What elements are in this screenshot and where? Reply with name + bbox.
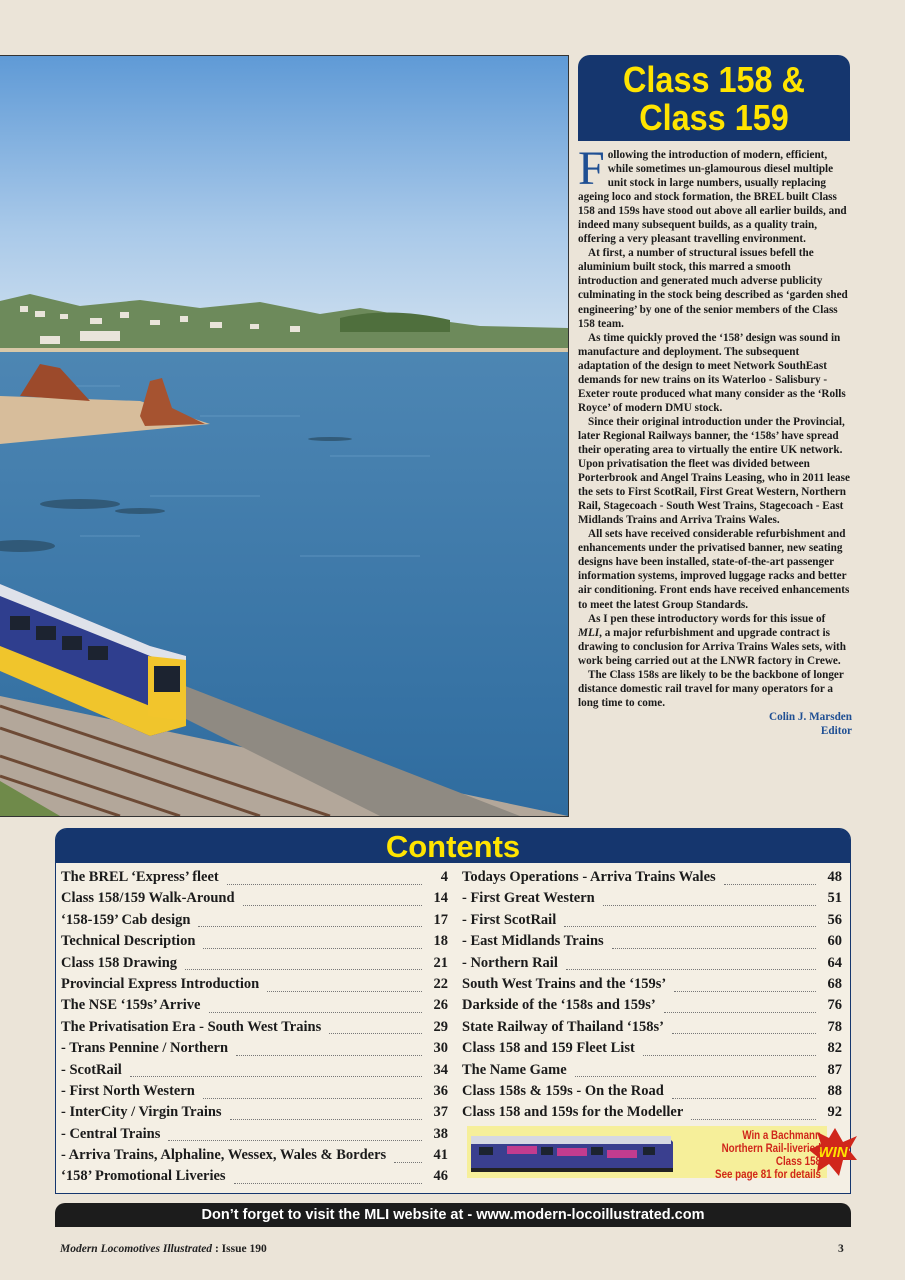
title-line-2: Class 159 — [639, 97, 789, 138]
toc-entry-page: 46 — [433, 1168, 448, 1185]
toc-entry[interactable] — [462, 997, 842, 1018]
toc-entry[interactable] — [462, 1019, 842, 1040]
toc-entry-page: 48 — [827, 869, 842, 885]
paragraph-7: The Class 158s are likely to be the backbone of longer distance domestic rail travel for many operators for a long time to come. — [578, 668, 844, 709]
toc-entry[interactable] — [61, 955, 448, 976]
toc-right-column — [462, 869, 842, 1126]
toc-entry-page: 56 — [827, 911, 842, 928]
win-badge: WIN — [818, 1144, 848, 1161]
toc-entry[interactable] — [462, 955, 842, 976]
toc-leader-dots — [672, 1097, 816, 1099]
toc-leader-dots — [203, 947, 422, 949]
toc-entry[interactable] — [61, 1062, 448, 1083]
toc-entry[interactable] — [462, 1040, 842, 1061]
ad-line-3: See page 81 for details — [715, 1169, 821, 1181]
toc-entry[interactable] — [462, 933, 842, 954]
contents-heading: Contents — [56, 829, 850, 863]
toc-leader-dots — [664, 1011, 816, 1013]
toc-entry-page: 36 — [433, 1082, 448, 1099]
toc-entry-title: Provincial Express Introduction — [61, 975, 260, 992]
toc-entry[interactable] — [61, 1126, 448, 1147]
intro-article — [578, 142, 852, 738]
coastal-train-scene — [0, 56, 568, 816]
toc-leader-dots — [234, 1182, 422, 1184]
toc-entry[interactable] — [462, 976, 842, 997]
toc-leader-dots — [672, 1032, 816, 1034]
toc-entry-title: Class 158 and 159s for the Modeller — [462, 1104, 684, 1121]
toc-entry-title: - Arriva Trains, Alphaline, Wessex, Wales & Borders — [61, 1147, 387, 1164]
toc-entry[interactable] — [462, 1062, 842, 1083]
author-role: Editor — [820, 724, 852, 737]
paragraph-4: Since their original introduction under the Provincial, later Regional Railways banner, the ‘158s’ have spread their operating area to virtually the entire UK network. Upon privatisation the fleet was divided between Porterbrook and Angel Trains Leasing, who in 2011 lease the sets to First ScotRail, First Great Western, Northern Rail, Stagecoach - South West Trains, Stagecoach - East Midlands Trains and Arriva Trains Wales. — [578, 415, 850, 527]
toc-entry-page: 21 — [433, 954, 448, 971]
toc-entry-page: 68 — [827, 975, 842, 992]
toc-entry[interactable] — [462, 912, 842, 933]
toc-entry-page: 87 — [827, 1061, 842, 1078]
toc-entry-title: Technical Description — [61, 933, 196, 950]
toc-entry-title: ‘158’ Promotional Liveries — [61, 1168, 226, 1185]
toc-leader-dots — [724, 883, 816, 885]
toc-leader-dots — [227, 883, 422, 885]
ad-line-1: Win a Bachmann — [742, 1130, 821, 1142]
paragraph-6: As I pen these introductory words for this issue of MLI, a major refurbishment and upgrade contract is drawing to conclusion for Arriva Trains Wales sets, with work being carried out at the LNWR factory in Crewe. — [578, 612, 846, 667]
toc-entry[interactable] — [61, 1147, 448, 1168]
toc-leader-dots — [267, 990, 422, 992]
issue-number: : Issue 190 — [212, 1243, 267, 1255]
toc-left-column — [61, 869, 448, 1190]
paragraph-5: All sets have received considerable refurbishment and enhancements under the privatised banner, new seating designs have been installed, state-of-the-art passenger information systems, improved luggage racks and better air conditioning. Front ends have received enhancements to meet the latest Group Standards. — [578, 528, 850, 611]
toc-entry-page: 76 — [827, 997, 842, 1014]
footer-publication — [60, 1243, 267, 1255]
publication-name: Modern Locomotives Illustrated — [60, 1243, 213, 1255]
toc-leader-dots — [691, 1118, 816, 1120]
toc-entry-title: Todays Operations - Arriva Trains Wales — [462, 869, 716, 885]
toc-entry-page: 41 — [433, 1147, 448, 1164]
toc-leader-dots — [209, 1011, 423, 1013]
toc-entry-page: 82 — [827, 1040, 842, 1057]
toc-entry-title: Class 158/159 Walk-Around — [61, 890, 235, 907]
website-banner[interactable]: Don’t forget to visit the MLI website at - www.modern-locoillustrated.com — [55, 1203, 851, 1227]
toc-entry-title: The Name Game — [462, 1061, 567, 1078]
toc-entry[interactable] — [61, 997, 448, 1018]
author-name: Colin J. Marsden — [769, 710, 852, 723]
toc-entry-title: - Central Trains — [61, 1125, 161, 1142]
toc-entry[interactable] — [61, 912, 448, 933]
article-title — [578, 55, 850, 141]
toc-leader-dots — [394, 1161, 422, 1163]
toc-leader-dots — [603, 904, 816, 906]
toc-entry-page: 88 — [827, 1082, 842, 1099]
toc-leader-dots — [643, 1054, 816, 1056]
toc-leader-dots — [230, 1118, 422, 1120]
ad-line-2: Northern Rail-liveried Class 158 — [721, 1143, 821, 1168]
competition-text — [694, 1130, 822, 1182]
drop-cap: F — [578, 142, 605, 195]
toc-entry-title: South West Trains and the ‘159s’ — [462, 975, 667, 992]
toc-entry-title: - Trans Pennine / Northern — [61, 1040, 229, 1057]
toc-leader-dots — [674, 990, 816, 992]
toc-entry-page: 30 — [433, 1040, 448, 1057]
byline — [578, 710, 852, 738]
toc-entry-page: 34 — [433, 1061, 448, 1078]
toc-entry-title: - First Great Western — [462, 890, 595, 907]
toc-entry-page: 78 — [827, 1018, 842, 1035]
toc-entry-page: 22 — [433, 975, 448, 992]
toc-entry[interactable] — [61, 1168, 448, 1189]
toc-entry[interactable] — [462, 869, 842, 890]
toc-entry-title: Class 158 and 159 Fleet List — [462, 1040, 635, 1057]
toc-entry-page: 4 — [440, 869, 448, 885]
toc-entry-title: - InterCity / Virgin Trains — [61, 1104, 222, 1121]
toc-entry-title: - Northern Rail — [462, 954, 558, 971]
page-number: 3 — [838, 1243, 844, 1255]
paragraph-2: At first, a number of structural issues befell the aluminium built stock, this marred a smooth introduction and generated much adverse publicity culminating in the stock being described as ‘garden shed engineering’ by one of the senior members of the Class 158 team. — [578, 247, 848, 330]
toc-entry-page: 38 — [433, 1125, 448, 1142]
toc-entry[interactable] — [61, 976, 448, 997]
toc-leader-dots — [575, 1075, 816, 1077]
toc-leader-dots — [564, 925, 816, 927]
toc-entry-page: 18 — [433, 933, 448, 950]
toc-entry-title: - First North Western — [61, 1082, 195, 1099]
toc-entry[interactable] — [61, 1083, 448, 1104]
toc-leader-dots — [236, 1054, 422, 1056]
toc-leader-dots — [168, 1139, 422, 1141]
toc-entry-page: 60 — [827, 933, 842, 950]
toc-entry[interactable] — [61, 1104, 448, 1125]
toc-entry-page: 37 — [433, 1104, 448, 1121]
toc-entry-title: The NSE ‘159s’ Arrive — [61, 997, 201, 1014]
toc-entry-title: State Railway of Thailand ‘158s’ — [462, 1018, 664, 1035]
toc-entry-page: 17 — [433, 911, 448, 928]
toc-leader-dots — [203, 1097, 422, 1099]
toc-leader-dots — [243, 904, 422, 906]
toc-entry-page: 26 — [433, 997, 448, 1014]
toc-entry-page: 14 — [433, 890, 448, 907]
competition-banner[interactable] — [467, 1126, 857, 1181]
paragraph-1: Following the introduction of modern, efficient, while sometimes un-glamourous diesel multiple unit stock in large numbers, usually replacing ageing loco and stock formation, the BREL built Class 158 and 159s have stood out above all earlier builds, and indeed many subsequent builds, as a quality train, offering a very pleasant travelling environment. — [578, 142, 847, 246]
paragraph-3: As time quickly proved the ‘158’ design was sound in manufacture and deployment. The subsequent adaptation of the design to meet Network SouthEast demands for new trains on its Waterloo - Salisbury - Exeter route produced what many consider as the ‘Rolls Royce’ of modern DMU stock. — [578, 331, 846, 414]
toc-entry-title: Class 158 Drawing — [61, 954, 178, 971]
toc-leader-dots — [185, 968, 422, 970]
toc-entry-title: The BREL ‘Express’ fleet — [61, 869, 219, 885]
toc-entry-title: - First ScotRail — [462, 911, 557, 928]
toc-entry[interactable] — [462, 890, 842, 911]
toc-entry[interactable] — [61, 869, 448, 890]
toc-entry[interactable] — [61, 933, 448, 954]
toc-entry[interactable] — [462, 1083, 842, 1104]
toc-leader-dots — [612, 947, 816, 949]
toc-entry-page: 64 — [827, 954, 842, 971]
toc-entry-title: The Privatisation Era - South West Trains — [61, 1018, 322, 1035]
toc-entry[interactable] — [61, 890, 448, 911]
toc-leader-dots — [130, 1075, 422, 1077]
toc-entry-title: Darkside of the ‘158s and 159s’ — [462, 997, 656, 1014]
toc-entry[interactable] — [61, 1019, 448, 1040]
toc-entry-page: 92 — [827, 1104, 842, 1121]
contents-panel — [55, 828, 851, 1194]
toc-entry-title: ‘158-159’ Cab design — [61, 911, 191, 928]
toc-entry[interactable] — [61, 1040, 448, 1061]
toc-leader-dots — [329, 1032, 422, 1034]
toc-entry-title: - East Midlands Trains — [462, 933, 604, 950]
toc-entry-page: 29 — [433, 1018, 448, 1035]
hero-photo — [0, 55, 569, 817]
toc-leader-dots — [566, 968, 816, 970]
title-line-1: Class 158 & — [623, 59, 805, 100]
toc-leader-dots — [198, 925, 422, 927]
toc-entry[interactable] — [462, 1104, 842, 1125]
toc-entry-title: - ScotRail — [61, 1061, 122, 1078]
toc-entry-page: 51 — [827, 890, 842, 907]
toc-entry-title: Class 158s & 159s - On the Road — [462, 1082, 664, 1099]
